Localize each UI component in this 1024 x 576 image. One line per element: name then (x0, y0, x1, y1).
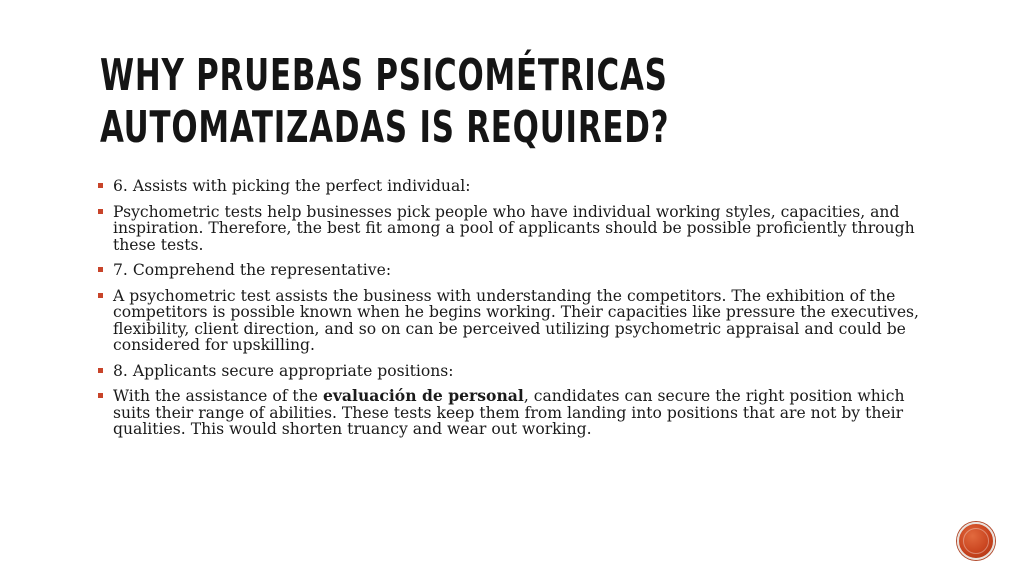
bullet-text: 6. Assists with picking the perfect individual: (113, 177, 471, 195)
bullet-item (96, 204, 926, 254)
bullet-text: A psychometric test assists the business with understanding the competitors. The exhibition of the competitors is possible known when he begins working. Their capacities like pressure the executives, flexibility, client direction, and so on can be perceived utilizing psychometric appraisal and could be considered for upskilling. (113, 286, 920, 354)
bullet-list (96, 178, 926, 447)
square-bullet-icon (98, 293, 103, 298)
square-bullet-icon (98, 267, 103, 272)
corner-logo-icon (957, 522, 995, 560)
logo-ring (963, 528, 989, 554)
bullet-item (96, 363, 926, 380)
bullet-item (96, 178, 926, 195)
square-bullet-icon (98, 368, 103, 373)
bullet-item (96, 388, 926, 438)
slide-title (100, 50, 900, 154)
bullet-text: 7. Comprehend the representative: (113, 261, 392, 279)
title-line-1: WHY PRUEBAS PSICOMÉTRICAS (100, 50, 668, 101)
bullet-item (96, 288, 926, 354)
square-bullet-icon (98, 393, 103, 398)
bullet-text-after: , candidates can secure the right position which suits their range of abilities. These tests keep them from landing into positions that are not by their qualities. This would shorten truancy and wear out working. (113, 387, 905, 438)
bullet-text: Psychometric tests help businesses pick people who have individual working styles, capacities, and inspiration. Therefore, the best fit among a pool of applicants should be possible proficiently through these tests. (113, 202, 915, 254)
bullet-item (96, 262, 926, 279)
bullet-text-before: With the assistance of the (113, 387, 323, 405)
square-bullet-icon (98, 183, 103, 188)
bullet-bold-term: evaluación de personal (322, 386, 524, 405)
square-bullet-icon (98, 209, 103, 214)
title-line-2: AUTOMATIZADAS IS REQUIRED? (100, 102, 670, 153)
bullet-text: 8. Applicants secure appropriate positions: (113, 361, 454, 380)
